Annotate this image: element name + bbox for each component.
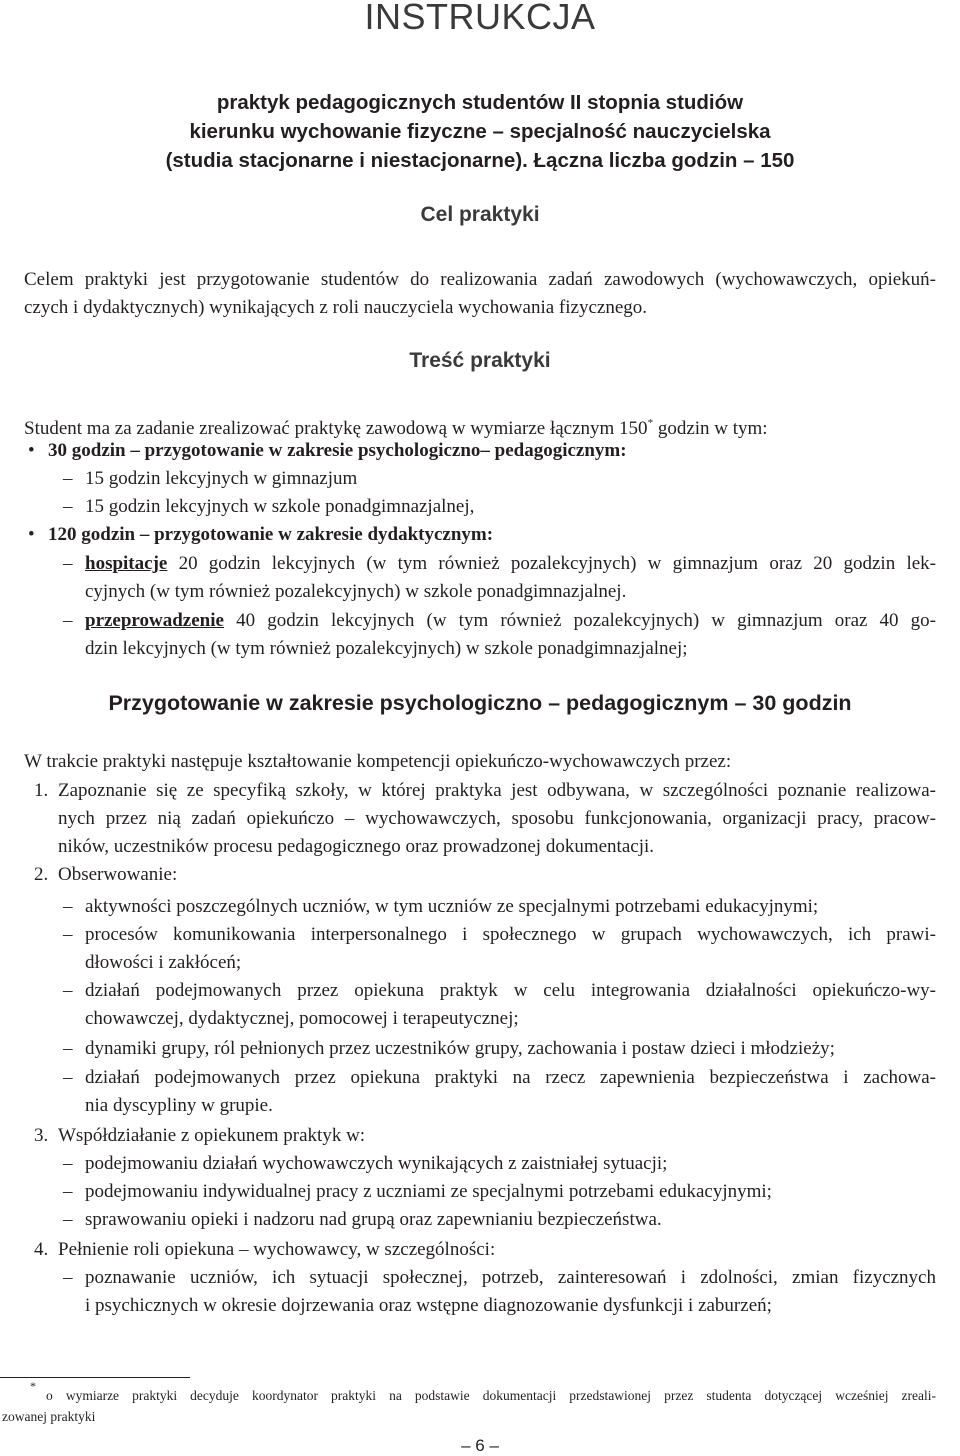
list-item-text: 40 godzin lekcyjnych (w tym również pozalekcyjnych) w gimnazjum oraz 40 go- [223, 610, 936, 631]
dash-icon: – [63, 610, 73, 631]
list-item: sprawowaniu opieki i nadzoru nad grupą oraz zapewnianiu bezpieczeństwa. [85, 1209, 662, 1230]
list-item: podejmowaniu działań wychowawczych wynikających z zaistniałej sytuacji; [85, 1153, 668, 1174]
list-item [85, 607, 936, 635]
list-item: podejmowaniu indywidualnej pracy z uczniami ze specjalnymi potrzebami edukacyjnymi; [85, 1181, 772, 1202]
list-item-continued: cyjnych (w tym również pozalekcyjnych) w szkole ponadgimnazjalnej. [85, 581, 627, 602]
dash-icon: – [63, 896, 73, 917]
page-title: INSTRUKCJA [364, 0, 596, 37]
dash-icon: – [63, 468, 73, 489]
list-item: dynamiki grupy, ról pełnionych przez uczestników grupy, zachowania i postaw dzieci i młodzieży; [85, 1038, 835, 1059]
paragraph-line: Celem praktyki jest przygotowanie studentów do realizowania zadań zawodowych (wychowawczych, opiekuń- [24, 269, 936, 290]
list-item: Obserwowanie: [58, 864, 178, 885]
bullet-item: 120 godzin – przygotowanie w zakresie dydaktycznym: [48, 524, 494, 545]
footnote-line: o wymiarze praktyki decyduje koordynator praktyki na podstawie dokumentacji przedstawionej przez studenta dotyczącej wcześniej zreali- [46, 1388, 936, 1403]
footnote-divider [0, 1377, 190, 1378]
list-item: poznawanie uczniów, ich sytuacji społecznej, potrzeb, zainteresowań i zdolności, zmian fizycznych [85, 1267, 936, 1288]
list-item-continued: chowawczej, dydaktycznej, pomocowej i terapeutycznej; [85, 1008, 519, 1029]
dash-icon: – [63, 1067, 73, 1088]
dash-icon: – [63, 1153, 73, 1174]
list-item-continued: nia dyscypliny w grupie. [85, 1095, 273, 1116]
footnote-mark: * [30, 1379, 36, 1393]
list-item: procesów komunikowania interpersonalnego i społecznego w grupach wychowawczych, ich prawi- [85, 924, 936, 945]
list-item-continued: ników, uczestników procesu pedagogicznego oraz prowadzonej dokumentacji. [58, 836, 655, 857]
dash-icon: – [63, 980, 73, 1001]
section-heading-psych: Przygotowanie w zakresie psychologiczno – pedagogicznym – 30 godzin [108, 691, 852, 715]
intro-text: Student ma za zadanie zrealizować praktykę zawodową w wymiarze łącznym 150 [24, 418, 648, 439]
dash-icon: – [63, 1209, 73, 1230]
intro-text: godzin w tym: [653, 418, 768, 439]
bullet-icon: • [28, 440, 35, 461]
section-heading-cel: Cel praktyki [420, 203, 540, 226]
list-number: 2. [34, 864, 49, 885]
footnote-line: zowanej praktyki [2, 1409, 96, 1424]
footnote-ref: * [647, 417, 654, 429]
list-item: 15 godzin lekcyjnych w gimnazjum [85, 468, 358, 489]
document-subtitle [80, 88, 880, 175]
list-item: aktywności poszczególnych uczniów, w tym uczniów ze specjalnymi potrzebami edukacyjnymi; [85, 896, 819, 917]
list-item: działań podejmowanych przez opiekuna praktyki na rzecz zapewnienia bezpieczeństwa i zachowa- [85, 1067, 936, 1088]
dash-icon: – [63, 924, 73, 945]
list-item-continued: i psychicznych w okresie dojrzewania oraz wstępne diagnozowanie dysfunkcji i zaburzeń; [85, 1295, 772, 1316]
list-item: 15 godzin lekcyjnych w szkole ponadgimnazjalnej, [85, 496, 475, 517]
list-number: 1. [34, 780, 49, 801]
bullet-icon: • [28, 524, 35, 545]
list-item: Pełnienie roli opiekuna – wychowawcy, w szczególności: [58, 1239, 496, 1260]
dash-icon: – [63, 1267, 73, 1288]
paragraph-line: czych i dydaktycznych) wynikających z roli nauczyciela wychowania fizycznego. [24, 297, 648, 318]
list-item [85, 550, 936, 578]
list-item-continued: dzin lekcyjnych (w tym również pozalekcyjnych) w szkole ponadgimnazjalnej; [85, 638, 688, 659]
list-item: działań podejmowanych przez opiekuna praktyk w celu integrowania działalności opiekuńczo-wy- [85, 980, 936, 1001]
paragraph-line: W trakcie praktyki następuje kształtowanie kompetencji opiekuńczo-wychowawczych przez: [24, 751, 732, 772]
subtitle-line: (studia stacjonarne i niestacjonarne). Łączna liczba godzin – 150 [165, 149, 795, 172]
list-item-text: 20 godzin lekcyjnych (w tym również pozalekcyjnych) w gimnazjum oraz 20 godzin lek- [167, 553, 936, 574]
list-number: 3. [34, 1125, 49, 1146]
list-number: 4. [34, 1239, 49, 1260]
dash-icon: – [63, 1181, 73, 1202]
bullet-item: 30 godzin – przygotowanie w zakresie psychologiczno– pedagogicznym: [48, 440, 627, 461]
subtitle-line: praktyk pedagogicznych studentów II stopnia studiów [216, 91, 744, 114]
list-item: Zapoznanie się ze specyfiką szkoły, w której praktyka jest odbywana, w szczególności poznanie realizowa- [58, 780, 936, 801]
list-item: Współdziałanie z opiekunem praktyk w: [58, 1125, 366, 1146]
dash-icon: – [63, 553, 73, 574]
dash-icon: – [63, 496, 73, 517]
hospitacje-label: hospitacje [85, 553, 168, 574]
subtitle-line: kierunku wychowanie fizyczne – specjalność nauczycielska [189, 120, 771, 143]
section-heading-tresc: Treść praktyki [409, 349, 551, 372]
list-item-continued: nych przez nią zadań opiekuńczo – wychowawczych, sposobu funkcjonowania, organizacji pracy, pracow- [58, 808, 936, 829]
page-number: – 6 – [461, 1436, 499, 1455]
list-item-continued: dłowości i zakłóceń; [85, 952, 242, 973]
dash-icon: – [63, 1038, 73, 1059]
przeprowadzenie-label: przeprowadzenie [85, 610, 224, 631]
